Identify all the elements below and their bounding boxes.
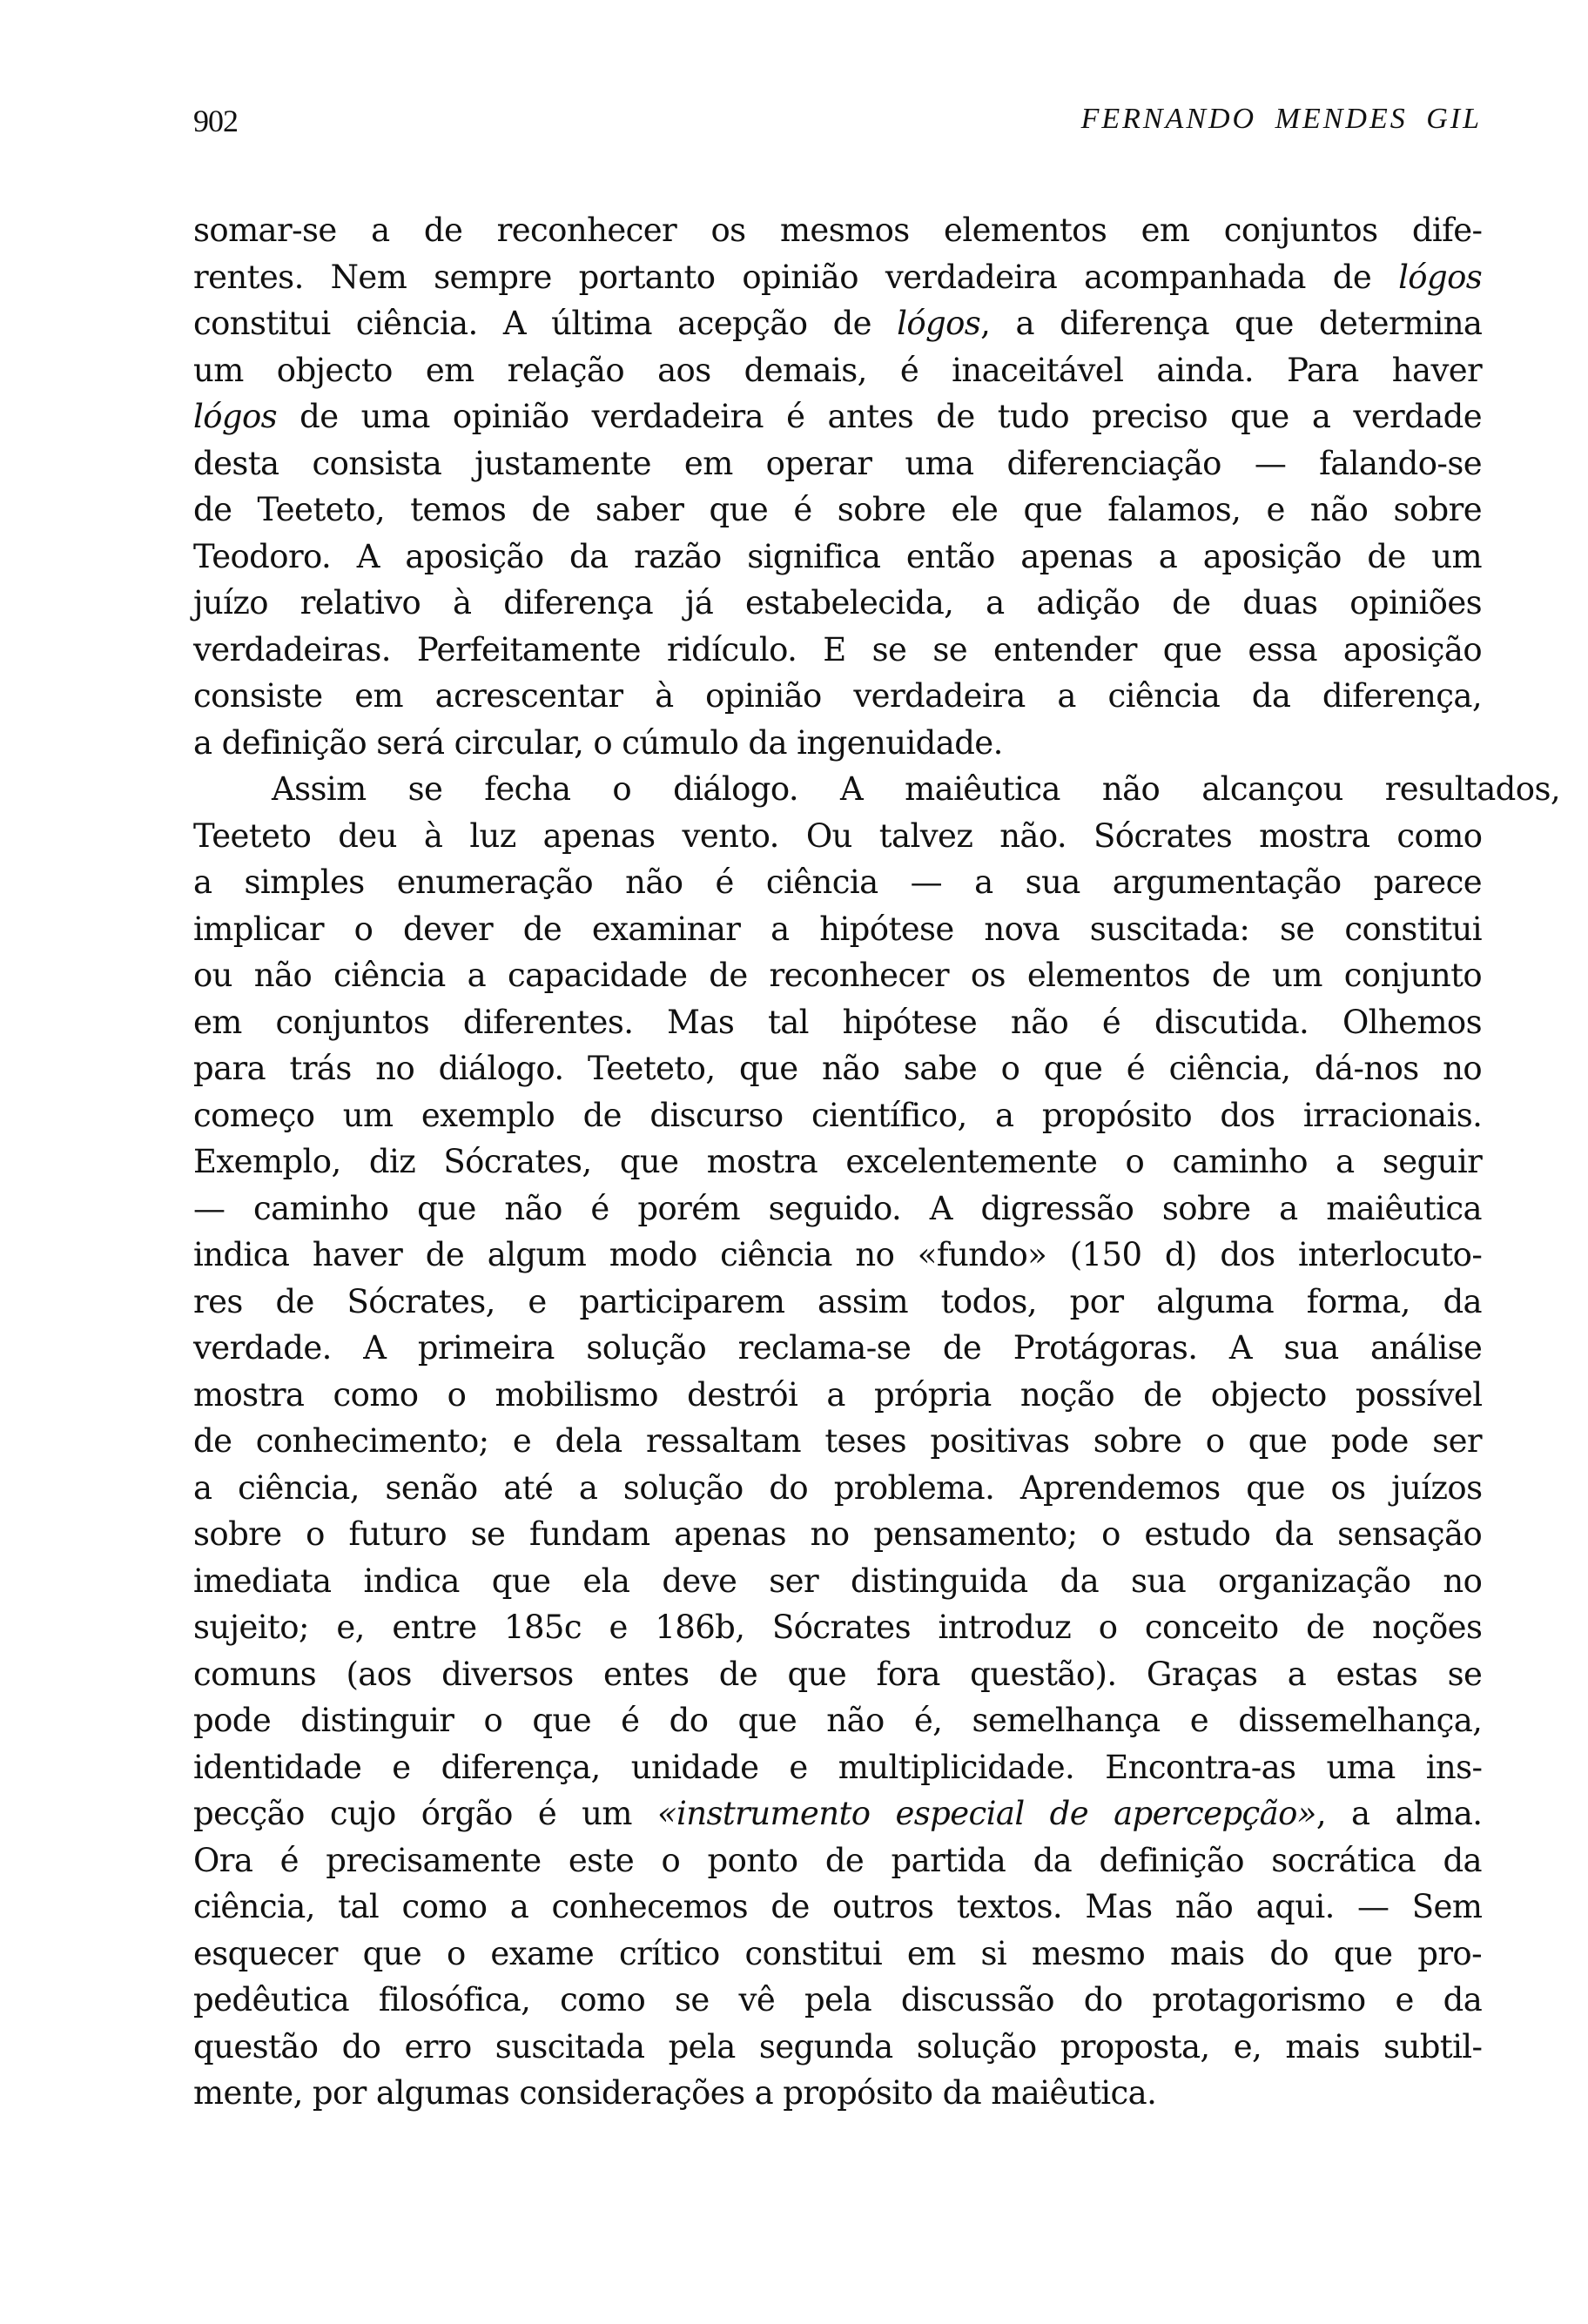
- text-segment: rentes. Nem sempre portanto opinião verdadeira acompanhada de: [193, 258, 1399, 296]
- text-segment: , a diferença que determina: [980, 305, 1483, 342]
- text-line: [193, 1138, 1482, 1186]
- text-line: [193, 952, 1482, 999]
- text-segment: indica haver de algum modo ciência no «fundo» (150 d) dos interlocuto-: [193, 1236, 1483, 1273]
- text-segment: res de Sócrates, e participarem assim todos, por alguma forma, da: [193, 1282, 1482, 1320]
- italic-text: lógos: [193, 398, 278, 435]
- text-line: [193, 534, 1482, 581]
- text-line: [193, 627, 1482, 674]
- text-segment: desta consista justamente em operar uma diferenciação — falando-se: [193, 444, 1482, 482]
- text-segment: a ciência, senão até a solução do problema. Aprendemos que os juízos: [193, 1468, 1483, 1507]
- italic-text: lógos: [1398, 258, 1483, 296]
- text-line: [193, 1465, 1482, 1512]
- text-line: [193, 1325, 1482, 1372]
- text-line: [193, 580, 1482, 627]
- text-line: [193, 1697, 1482, 1744]
- text-segment: constitui ciência. A última acepção de: [193, 305, 898, 342]
- text-line: [193, 2024, 1482, 2071]
- text-segment: em conjuntos diferentes. Mas tal hipótese não é discutida. Olhemos: [193, 1003, 1482, 1041]
- text-line: [193, 1092, 1482, 1139]
- text-line: [193, 254, 1482, 301]
- text-segment: esquecer que o exame crítico constitui em si mesmo mais do que pro-: [193, 1934, 1482, 1972]
- text-line: [193, 347, 1482, 394]
- text-line: [193, 1232, 1482, 1279]
- text-line: [193, 813, 1482, 860]
- text-segment: pecção cujo órgão é um: [193, 1795, 657, 1832]
- running-head-author: FERNANDO MENDES GIL: [1080, 103, 1482, 135]
- body-text: [193, 207, 1560, 2117]
- text-line: [193, 1837, 1482, 1884]
- text-segment: mente, por algumas considerações a propósito da maiêutica.: [193, 2074, 1157, 2112]
- text-segment: de Teeteto, temos de saber que é sobre ele que falamos, e não sobre: [193, 491, 1482, 528]
- text-line: [193, 1604, 1482, 1651]
- text-segment: implicar o dever de examinar a hipótese nova suscitada: se constitui: [193, 910, 1482, 948]
- text-segment: verdade. A primeira solução reclama-se de Protágoras. A sua análise: [193, 1329, 1483, 1367]
- italic-text: «instrumento especial de apercepção»: [656, 1795, 1316, 1832]
- text-segment: imediata indica que ela deve ser distinguida da sua organização no: [193, 1562, 1483, 1600]
- text-segment: pedêutica filosófica, como se vê pela discussão do protagorismo e da: [193, 1981, 1483, 2018]
- text-line: [193, 1186, 1482, 1233]
- text-line: [193, 300, 1482, 347]
- text-line: [193, 673, 1482, 720]
- text-segment: Teeteto deu à luz apenas vento. Ou talvez não. Sócrates mostra como: [193, 816, 1483, 855]
- text-line: [193, 1045, 1482, 1092]
- text-line: [193, 2070, 1482, 2117]
- text-segment: de conhecimento; e dela ressaltam teses positivas sobre o que pode ser: [193, 1422, 1482, 1460]
- text-segment: sobre o futuro se fundam apenas no pensamento; o estudo da sensação: [193, 1515, 1483, 1553]
- text-segment: identidade e diferença, unidade e multiplicidade. Encontra-as uma ins-: [193, 1748, 1483, 1786]
- text-segment: ciência, tal como a conhecemos de outros textos. Mas não aqui. — Sem: [193, 1888, 1483, 1925]
- text-segment: sujeito; e, entre 185c e 186b, Sócrates introduz o conceito de noções: [193, 1609, 1483, 1646]
- text-segment: para trás no diálogo. Teeteto, que não sabe o que é ciência, dá-nos no: [193, 1050, 1483, 1087]
- text-segment: começo um exemplo de discurso científico, a propósito dos irracionais.: [193, 1096, 1483, 1134]
- text-segment: a definição será circular, o cúmulo da ingenuidade.: [193, 723, 1003, 762]
- text-segment: Ora é precisamente este o ponto de partida da definição socrática da: [193, 1841, 1482, 1879]
- text-line: [193, 1931, 1482, 1978]
- text-line: [193, 1558, 1482, 1605]
- text-line: [193, 906, 1482, 953]
- text-segment: consiste em acrescentar à opinião verdadeira a ciência da diferença,: [193, 677, 1482, 715]
- text-segment: a simples enumeração não é ciência — a sua argumentação parece: [193, 863, 1483, 901]
- text-line: [193, 1790, 1482, 1837]
- text-segment: de uma opinião verdadeira é antes de tudo preciso que a verdade: [277, 398, 1482, 435]
- text-segment: juízo relativo à diferença já estabelecida, a adição de duas opiniões: [193, 584, 1483, 621]
- text-line: [193, 1977, 1482, 2024]
- text-segment: Assim se fecha o diálogo. A maiêutica não alcançou resultados,: [272, 770, 1560, 808]
- text-line: [193, 207, 1482, 254]
- text-line: [193, 440, 1482, 487]
- text-line: [193, 1744, 1482, 1791]
- text-segment: verdadeiras. Perfeitamente ridículo. E se se entender que essa aposição: [193, 630, 1482, 668]
- text-segment: ou não ciência a capacidade de reconhecer os elementos de um conjunto: [193, 957, 1483, 994]
- text-segment: somar-se a de reconhecer os mesmos elementos em conjuntos dife-: [193, 212, 1483, 249]
- text-line: [193, 766, 1560, 813]
- text-segment: Teodoro. A aposição da razão significa então apenas a aposição de um: [193, 537, 1482, 575]
- text-line: [193, 487, 1482, 534]
- paragraph: [193, 766, 1560, 2117]
- text-segment: um objecto em relação aos demais, é inaceitável ainda. Para haver: [193, 351, 1483, 389]
- text-segment: questão do erro suscitada pela segunda solução proposta, e, mais subtil-: [193, 2027, 1483, 2065]
- text-segment: Exemplo, diz Sócrates, que mostra excelentemente o caminho a seguir: [193, 1143, 1483, 1180]
- text-segment: pode distinguir o que é do que não é, semelhança e dissemelhança,: [193, 1702, 1483, 1739]
- text-line: [193, 720, 1482, 767]
- text-line: [193, 1418, 1482, 1465]
- text-line: [193, 859, 1482, 906]
- text-line: [193, 393, 1482, 440]
- text-segment: mostra como o mobilismo destrói a própria noção de objecto possível: [193, 1375, 1483, 1414]
- text-line: [193, 1279, 1482, 1326]
- running-head: [193, 103, 1482, 146]
- italic-text: lógos: [897, 305, 981, 342]
- text-segment: — caminho que não é porém seguido. A digressão sobre a maiêutica: [193, 1189, 1482, 1227]
- text-line: [193, 1884, 1482, 1931]
- text-segment: comuns (aos diversos entes de que fora questão). Graças a estas se: [193, 1655, 1483, 1693]
- paragraph: [193, 207, 1482, 766]
- text-line: [193, 1372, 1482, 1419]
- page-number: 902: [193, 104, 238, 138]
- text-segment: , a alma.: [1315, 1795, 1483, 1832]
- text-line: [193, 1511, 1482, 1558]
- text-line: [193, 1651, 1482, 1698]
- text-line: [193, 999, 1482, 1046]
